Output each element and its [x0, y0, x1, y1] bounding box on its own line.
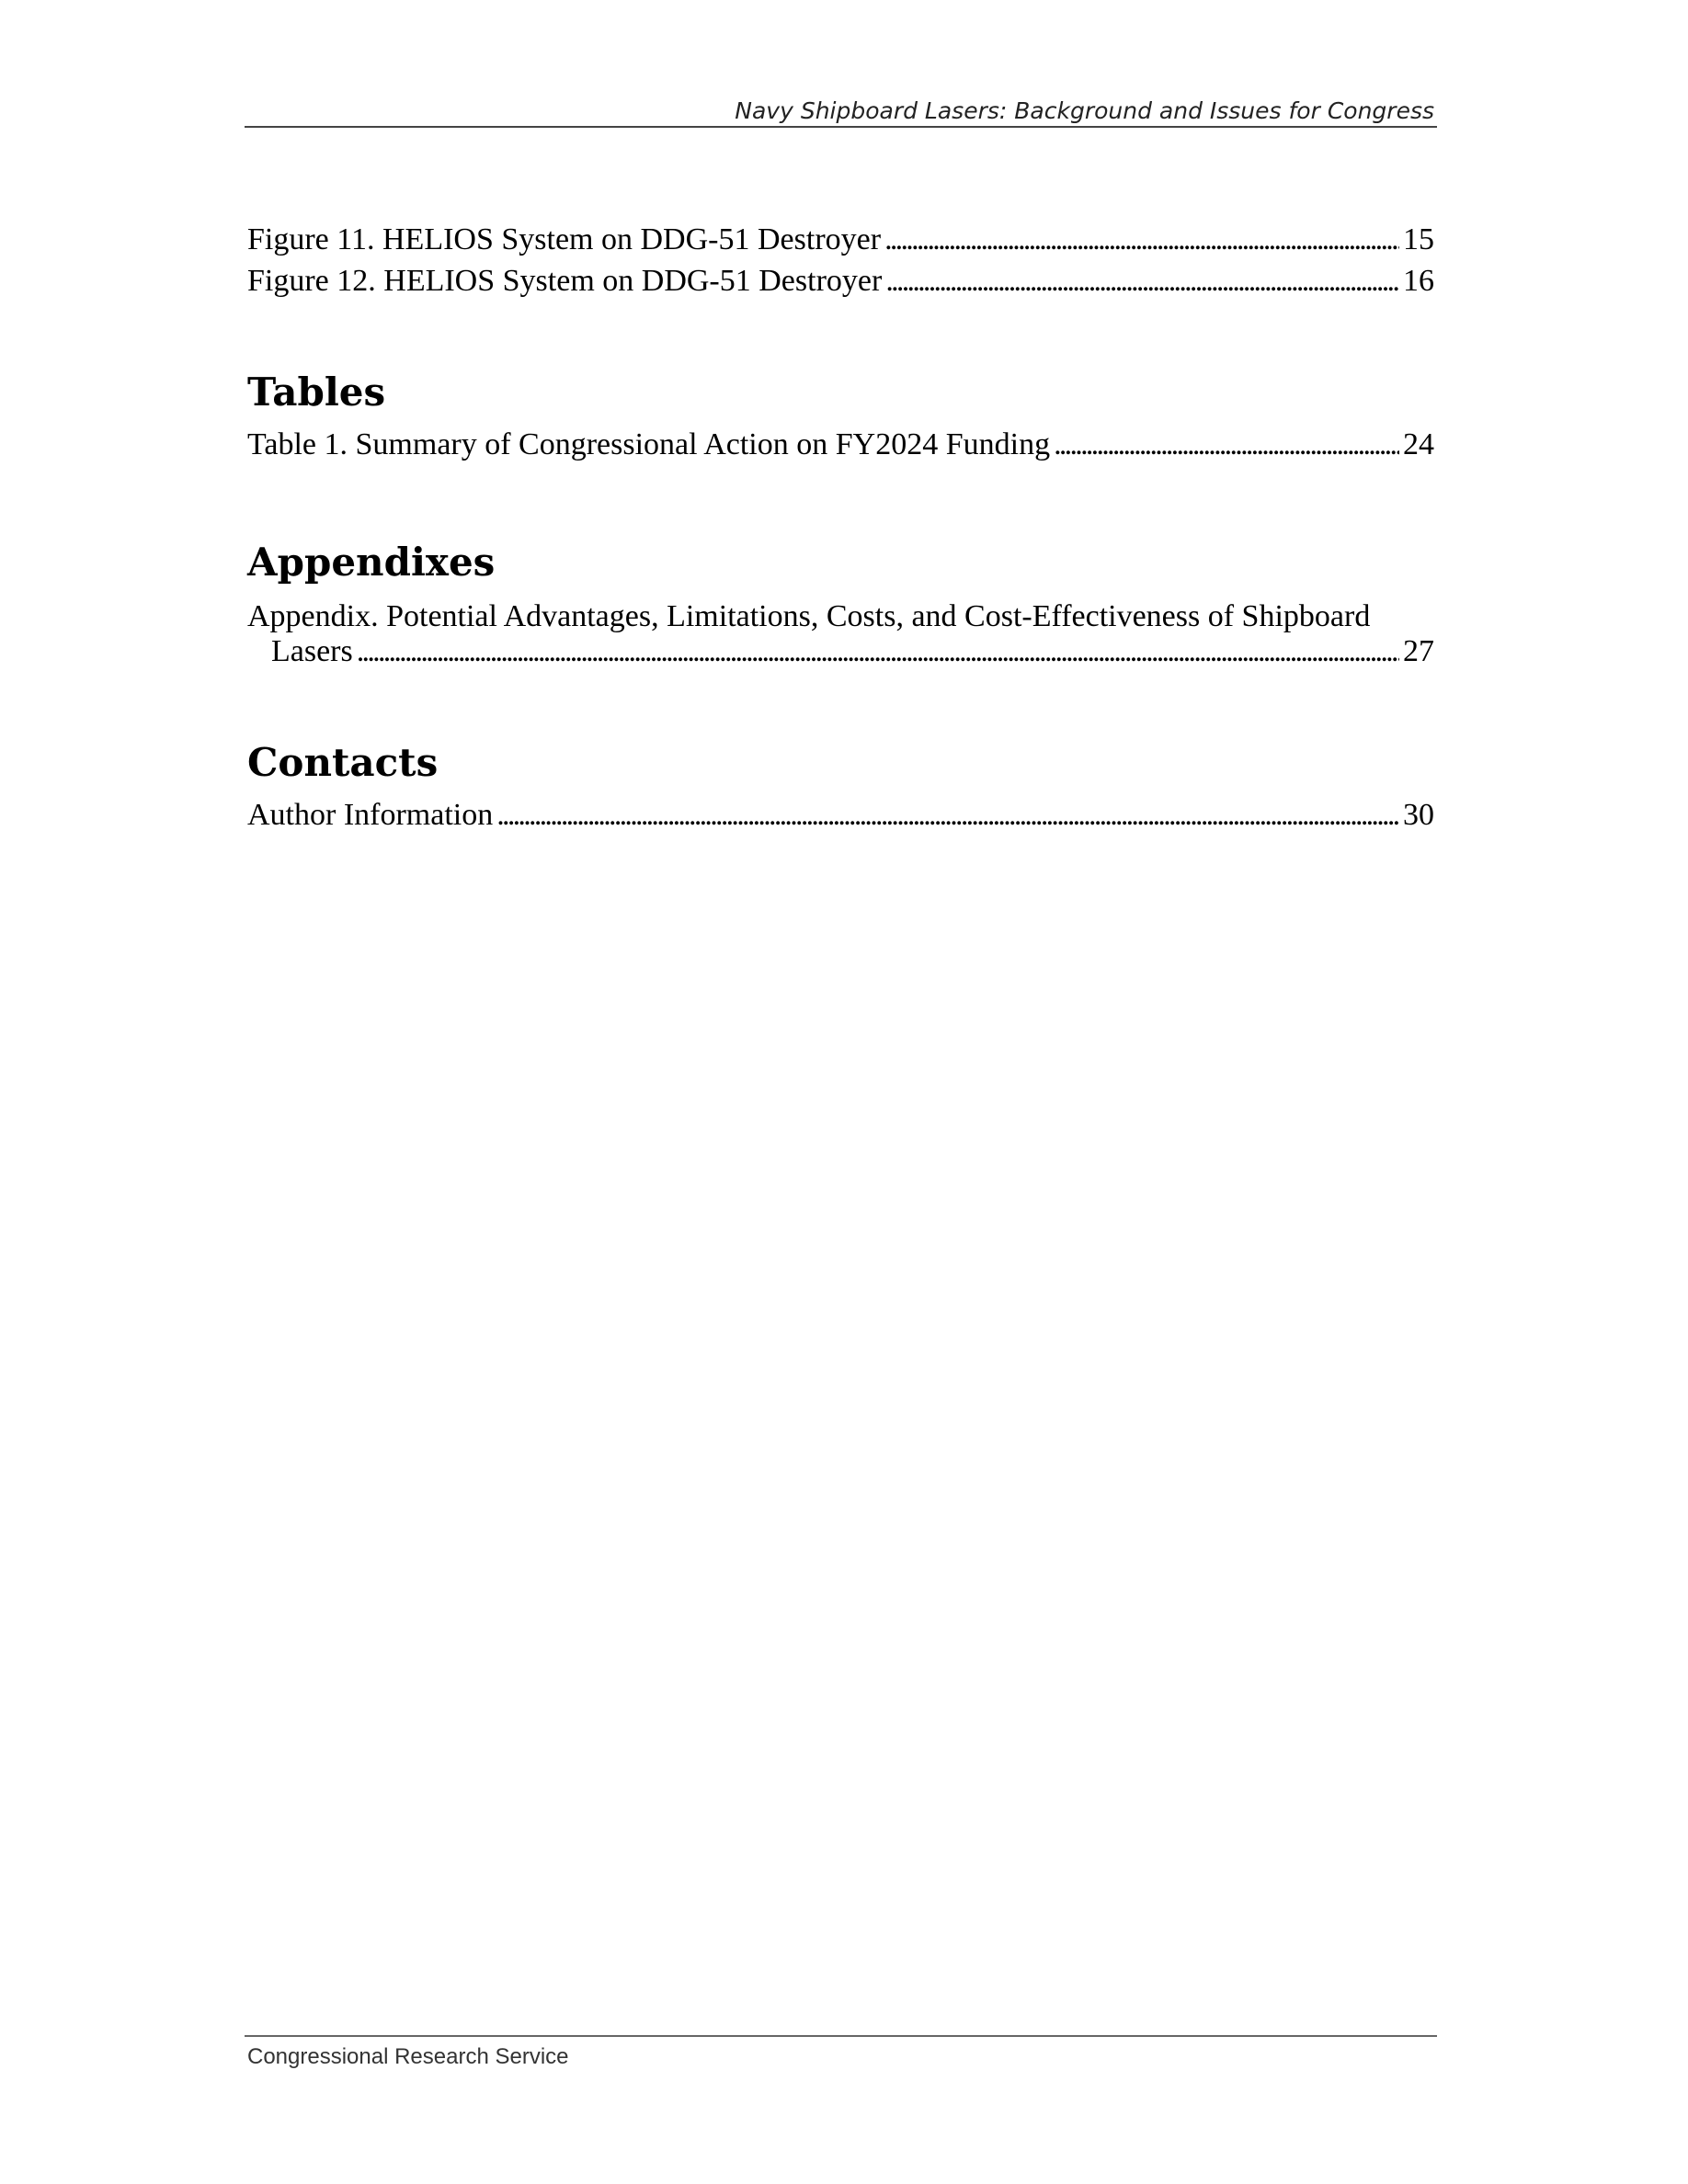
running-header: Navy Shipboard Lasers: Background and Issues for Congress — [735, 97, 1434, 124]
toc-entry-title: Table 1. Summary of Congressional Action on FY2024 Funding — [247, 427, 1051, 461]
dot-leader — [1054, 424, 1399, 465]
toc-entry-page: 15 — [1403, 222, 1434, 256]
toc-entry-page: 30 — [1403, 798, 1434, 832]
header-rule — [245, 126, 1437, 128]
toc-entry-table-1[interactable] — [247, 424, 1434, 465]
toc-content — [247, 219, 1434, 836]
dot-leader — [357, 634, 1399, 669]
toc-entry-figure-11[interactable] — [247, 219, 1434, 260]
section-heading-contacts: Contacts — [247, 740, 439, 785]
toc-entry-page: 16 — [1403, 264, 1434, 298]
toc-entry-title: Figure 12. HELIOS System on DDG-51 Destroyer — [247, 264, 883, 298]
toc-entry-title-continued: Lasers — [271, 634, 353, 668]
dot-leader — [884, 219, 1399, 260]
dot-leader — [496, 794, 1399, 836]
footer-rule — [245, 2035, 1437, 2037]
toc-entry-author-information[interactable] — [247, 794, 1434, 836]
toc-entry-page: 27 — [1403, 634, 1434, 668]
dot-leader — [885, 260, 1399, 301]
toc-entry-page: 24 — [1403, 427, 1434, 461]
toc-entry-title: Appendix. Potential Advantages, Limitations, Costs, and Cost-Effectiveness of Shipboard — [247, 599, 1371, 633]
toc-entry-appendix[interactable] — [247, 599, 1434, 669]
section-heading-tables: Tables — [247, 370, 386, 415]
toc-entry-title: Figure 11. HELIOS System on DDG-51 Destroyer — [247, 222, 882, 256]
section-heading-appendixes: Appendixes — [247, 540, 496, 585]
toc-entry-figure-12[interactable] — [247, 260, 1434, 301]
toc-entry-title: Author Information — [247, 798, 494, 832]
footer-text: Congressional Research Service — [247, 2044, 569, 2069]
